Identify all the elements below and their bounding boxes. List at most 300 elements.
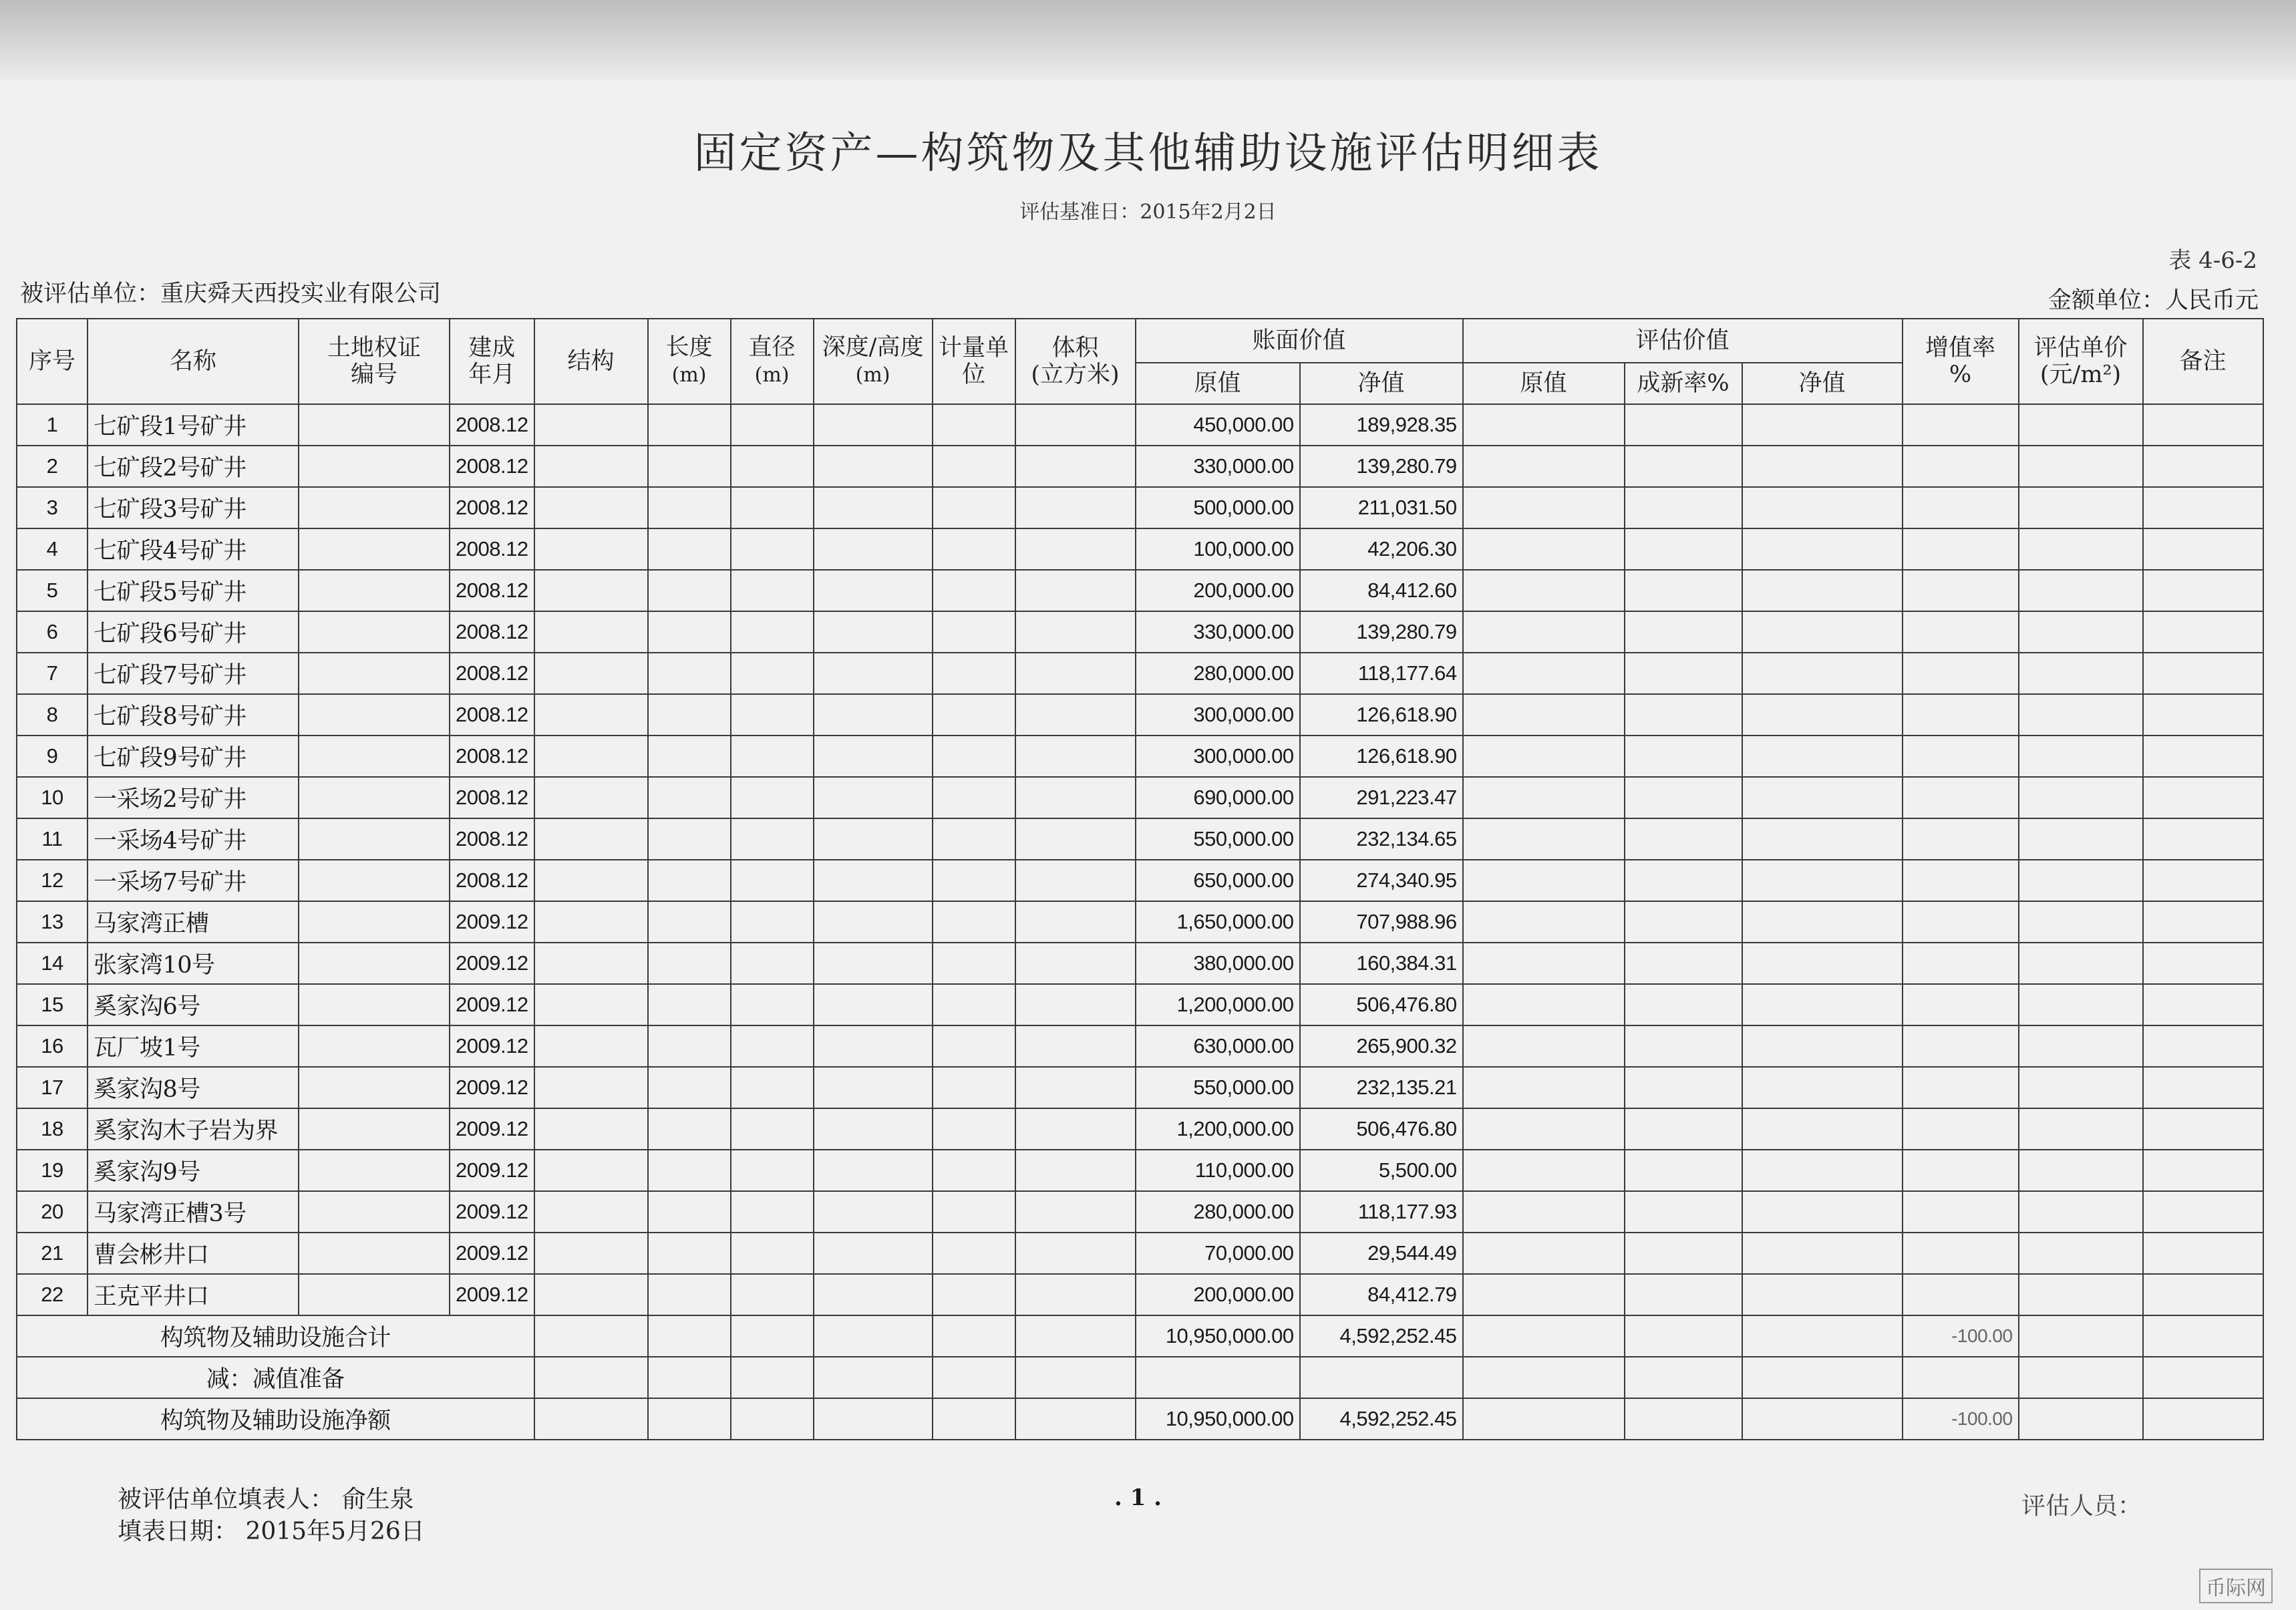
row-unit: [933, 528, 1015, 570]
row-no: 13: [17, 901, 88, 943]
row-book-orig: 550,000.00: [1136, 1067, 1300, 1108]
row-no: 19: [17, 1150, 88, 1191]
row-book-net: 291,223.47: [1300, 777, 1463, 818]
row-built: 2009.12: [450, 1108, 534, 1150]
row-book-net: 84,412.79: [1300, 1274, 1463, 1315]
total-increase-rate: -100.00: [1903, 1315, 2019, 1357]
row-eval-newrate: [1625, 1108, 1742, 1150]
row-unit: [933, 901, 1015, 943]
row-unit: [933, 777, 1015, 818]
row-land-cert: [299, 528, 450, 570]
row-remark: [2143, 570, 2263, 611]
row-remark: [2143, 528, 2263, 570]
row-depth: [814, 818, 933, 860]
row-built: 2008.12: [450, 570, 534, 611]
net-label: 构筑物及辅助设施净额: [17, 1398, 534, 1440]
row-name: 奚家沟6号: [88, 984, 299, 1025]
row-eval-newrate: [1625, 736, 1742, 777]
row-increase-rate: [1903, 487, 2019, 528]
header-name: 名称: [88, 319, 299, 404]
row-length: [648, 528, 731, 570]
table-row: [17, 943, 2263, 984]
row-structure: [534, 404, 648, 446]
table-number: 表 4-6-2: [2168, 247, 2257, 274]
row-volume: [1015, 818, 1136, 860]
row-name: 奚家沟木子岩为界: [88, 1108, 299, 1150]
row-built: 2009.12: [450, 1191, 534, 1233]
asset-detail-table: [16, 318, 2264, 1440]
row-unit-price: [2019, 860, 2143, 901]
row-structure: [534, 818, 648, 860]
row-length: [648, 943, 731, 984]
row-remark: [2143, 446, 2263, 487]
row-increase-rate: [1903, 1108, 2019, 1150]
row-no: 10: [17, 777, 88, 818]
row-no: 5: [17, 570, 88, 611]
preparer: 被评估单位填表人： 俞生泉: [118, 1486, 414, 1513]
row-unit: [933, 1108, 1015, 1150]
row-book-net: 126,618.90: [1300, 694, 1463, 736]
row-length: [648, 984, 731, 1025]
row-no: 11: [17, 818, 88, 860]
row-land-cert: [299, 1150, 450, 1191]
table-row: [17, 1150, 2263, 1191]
row-built: 2009.12: [450, 943, 534, 984]
header-unit-price: 评估单价 (元/m²): [2019, 319, 2143, 404]
row-land-cert: [299, 736, 450, 777]
row-built: 2009.12: [450, 984, 534, 1025]
row-volume: [1015, 694, 1136, 736]
header-unit: 计量单 位: [933, 319, 1015, 404]
table-row: [17, 487, 2263, 528]
row-eval-orig: [1463, 528, 1625, 570]
table-row: [17, 1067, 2263, 1108]
row-increase-rate: [1903, 611, 2019, 653]
header-no: 序号: [17, 319, 88, 404]
row-unit: [933, 1274, 1015, 1315]
row-no: 6: [17, 611, 88, 653]
row-eval-net: [1742, 1191, 1903, 1233]
row-length: [648, 404, 731, 446]
table-row: [17, 818, 2263, 860]
table-row: [17, 611, 2263, 653]
row-eval-net: [1742, 736, 1903, 777]
row-book-net: 118,177.93: [1300, 1191, 1463, 1233]
row-eval-net: [1742, 1150, 1903, 1191]
page-number: . 1 .: [1114, 1484, 1162, 1511]
row-unit-price: [2019, 1150, 2143, 1191]
row-eval-net: [1742, 1067, 1903, 1108]
row-eval-newrate: [1625, 611, 1742, 653]
row-increase-rate: [1903, 818, 2019, 860]
row-land-cert: [299, 984, 450, 1025]
row-diameter: [731, 1274, 814, 1315]
row-book-orig: 1,650,000.00: [1136, 901, 1300, 943]
row-structure: [534, 694, 648, 736]
table-row: [17, 404, 2263, 446]
row-diameter: [731, 1025, 814, 1067]
row-built: 2008.12: [450, 860, 534, 901]
row-no: 18: [17, 1108, 88, 1150]
row-built: 2008.12: [450, 818, 534, 860]
row-depth: [814, 736, 933, 777]
row-eval-net: [1742, 446, 1903, 487]
row-depth: [814, 446, 933, 487]
row-eval-net: [1742, 1025, 1903, 1067]
net-book-net: 4,592,252.45: [1300, 1398, 1463, 1440]
row-book-orig: 450,000.00: [1136, 404, 1300, 446]
row-book-orig: 70,000.00: [1136, 1233, 1300, 1274]
row-length: [648, 1067, 731, 1108]
row-eval-newrate: [1625, 528, 1742, 570]
row-book-net: 232,134.65: [1300, 818, 1463, 860]
row-unit: [933, 653, 1015, 694]
row-name: 七矿段7号矿井: [88, 653, 299, 694]
row-unit: [933, 1067, 1015, 1108]
row-eval-newrate: [1625, 694, 1742, 736]
row-depth: [814, 1025, 933, 1067]
row-name: 张家湾10号: [88, 943, 299, 984]
row-remark: [2143, 1191, 2263, 1233]
row-no: 9: [17, 736, 88, 777]
row-unit: [933, 1025, 1015, 1067]
row-name: 马家湾正槽: [88, 901, 299, 943]
row-remark: [2143, 1150, 2263, 1191]
row-book-orig: 1,200,000.00: [1136, 1108, 1300, 1150]
row-diameter: [731, 404, 814, 446]
row-length: [648, 1233, 731, 1274]
row-eval-newrate: [1625, 1274, 1742, 1315]
net-row: [17, 1398, 2263, 1440]
row-unit: [933, 404, 1015, 446]
row-eval-net: [1742, 984, 1903, 1025]
row-name: 七矿段5号矿井: [88, 570, 299, 611]
row-eval-net: [1742, 694, 1903, 736]
row-depth: [814, 611, 933, 653]
row-length: [648, 446, 731, 487]
row-length: [648, 653, 731, 694]
row-unit-price: [2019, 446, 2143, 487]
row-land-cert: [299, 694, 450, 736]
row-structure: [534, 1025, 648, 1067]
row-name: 奚家沟8号: [88, 1067, 299, 1108]
row-book-orig: 1,200,000.00: [1136, 984, 1300, 1025]
row-name: 曹会彬井口: [88, 1233, 299, 1274]
row-remark: [2143, 487, 2263, 528]
row-remark: [2143, 1274, 2263, 1315]
row-book-orig: 500,000.00: [1136, 487, 1300, 528]
row-built: 2009.12: [450, 1025, 534, 1067]
header-book-orig: 原值: [1136, 363, 1300, 404]
row-built: 2008.12: [450, 736, 534, 777]
row-remark: [2143, 860, 2263, 901]
header-diameter: 直径 (m): [731, 319, 814, 404]
row-volume: [1015, 653, 1136, 694]
row-length: [648, 694, 731, 736]
row-diameter: [731, 1191, 814, 1233]
row-structure: [534, 653, 648, 694]
row-book-net: 232,135.21: [1300, 1067, 1463, 1108]
row-volume: [1015, 1108, 1136, 1150]
row-built: 2008.12: [450, 446, 534, 487]
row-book-net: 84,412.60: [1300, 570, 1463, 611]
row-built: 2008.12: [450, 487, 534, 528]
watermark-stamp: 币际网: [2199, 1569, 2273, 1603]
row-eval-newrate: [1625, 818, 1742, 860]
row-increase-rate: [1903, 901, 2019, 943]
header-volume: 体积 (立方米): [1015, 319, 1136, 404]
row-eval-orig: [1463, 694, 1625, 736]
row-eval-orig: [1463, 446, 1625, 487]
row-remark: [2143, 984, 2263, 1025]
row-eval-newrate: [1625, 653, 1742, 694]
row-unit: [933, 1191, 1015, 1233]
row-unit: [933, 487, 1015, 528]
row-name: 七矿段8号矿井: [88, 694, 299, 736]
row-eval-orig: [1463, 1025, 1625, 1067]
row-eval-newrate: [1625, 1150, 1742, 1191]
row-depth: [814, 860, 933, 901]
row-unit-price: [2019, 1233, 2143, 1274]
row-unit: [933, 943, 1015, 984]
row-diameter: [731, 818, 814, 860]
row-volume: [1015, 943, 1136, 984]
row-depth: [814, 528, 933, 570]
row-eval-newrate: [1625, 570, 1742, 611]
row-unit: [933, 1150, 1015, 1191]
row-volume: [1015, 1191, 1136, 1233]
row-book-net: 42,206.30: [1300, 528, 1463, 570]
table-row: [17, 653, 2263, 694]
row-book-net: 139,280.79: [1300, 611, 1463, 653]
row-book-orig: 280,000.00: [1136, 653, 1300, 694]
row-increase-rate: [1903, 404, 2019, 446]
impairment-label: 减：减值准备: [17, 1357, 534, 1398]
valuation-date: 评估基准日：2015年2月2日: [1019, 200, 1277, 224]
row-structure: [534, 528, 648, 570]
header-land-cert: 土地权证 编号: [299, 319, 450, 404]
evaluated-entity: 被评估单位：重庆舜天西投实业有限公司: [20, 281, 442, 307]
row-remark: [2143, 736, 2263, 777]
table-row: [17, 1274, 2263, 1315]
row-book-net: 126,618.90: [1300, 736, 1463, 777]
table-row: [17, 901, 2263, 943]
row-structure: [534, 611, 648, 653]
row-name: 七矿段3号矿井: [88, 487, 299, 528]
table-row: [17, 860, 2263, 901]
row-volume: [1015, 736, 1136, 777]
row-unit-price: [2019, 1191, 2143, 1233]
row-unit-price: [2019, 487, 2143, 528]
row-land-cert: [299, 901, 450, 943]
row-length: [648, 1150, 731, 1191]
row-volume: [1015, 528, 1136, 570]
header-book-net: 净值: [1300, 363, 1463, 404]
row-structure: [534, 984, 648, 1025]
row-eval-net: [1742, 570, 1903, 611]
row-eval-newrate: [1625, 1191, 1742, 1233]
appraiser-label: 评估人员：: [2021, 1492, 2142, 1520]
row-eval-newrate: [1625, 860, 1742, 901]
row-eval-net: [1742, 1108, 1903, 1150]
row-volume: [1015, 446, 1136, 487]
row-no: 7: [17, 653, 88, 694]
row-built: 2008.12: [450, 528, 534, 570]
row-remark: [2143, 611, 2263, 653]
row-book-orig: 100,000.00: [1136, 528, 1300, 570]
row-increase-rate: [1903, 1150, 2019, 1191]
row-eval-newrate: [1625, 1025, 1742, 1067]
row-unit: [933, 694, 1015, 736]
row-length: [648, 777, 731, 818]
row-book-orig: 330,000.00: [1136, 446, 1300, 487]
row-no: 3: [17, 487, 88, 528]
row-book-net: 160,384.31: [1300, 943, 1463, 984]
row-book-orig: 200,000.00: [1136, 570, 1300, 611]
row-unit: [933, 611, 1015, 653]
row-length: [648, 1274, 731, 1315]
row-book-net: 506,476.80: [1300, 1108, 1463, 1150]
row-increase-rate: [1903, 984, 2019, 1025]
row-eval-orig: [1463, 487, 1625, 528]
row-diameter: [731, 1108, 814, 1150]
row-book-orig: 200,000.00: [1136, 1274, 1300, 1315]
row-structure: [534, 570, 648, 611]
row-diameter: [731, 487, 814, 528]
header-depth: 深度/高度 (m): [814, 319, 933, 404]
row-increase-rate: [1903, 528, 2019, 570]
row-built: 2008.12: [450, 777, 534, 818]
row-name: 七矿段6号矿井: [88, 611, 299, 653]
row-land-cert: [299, 446, 450, 487]
row-volume: [1015, 901, 1136, 943]
row-depth: [814, 1191, 933, 1233]
row-book-orig: 300,000.00: [1136, 736, 1300, 777]
row-land-cert: [299, 1067, 450, 1108]
row-unit: [933, 1233, 1015, 1274]
row-diameter: [731, 901, 814, 943]
row-land-cert: [299, 777, 450, 818]
row-increase-rate: [1903, 446, 2019, 487]
row-name: 七矿段1号矿井: [88, 404, 299, 446]
row-eval-orig: [1463, 1233, 1625, 1274]
row-structure: [534, 1274, 648, 1315]
row-volume: [1015, 777, 1136, 818]
row-land-cert: [299, 404, 450, 446]
row-remark: [2143, 1067, 2263, 1108]
row-book-net: 189,928.35: [1300, 404, 1463, 446]
row-depth: [814, 984, 933, 1025]
row-diameter: [731, 446, 814, 487]
row-depth: [814, 1150, 933, 1191]
row-eval-orig: [1463, 1108, 1625, 1150]
row-unit-price: [2019, 570, 2143, 611]
row-remark: [2143, 1025, 2263, 1067]
row-increase-rate: [1903, 653, 2019, 694]
row-structure: [534, 901, 648, 943]
row-eval-orig: [1463, 1150, 1625, 1191]
row-land-cert: [299, 1025, 450, 1067]
impairment-row: [17, 1357, 2263, 1398]
row-name: 一采场4号矿井: [88, 818, 299, 860]
row-volume: [1015, 570, 1136, 611]
row-land-cert: [299, 818, 450, 860]
row-eval-orig: [1463, 736, 1625, 777]
row-book-net: 5,500.00: [1300, 1150, 1463, 1191]
row-remark: [2143, 404, 2263, 446]
row-structure: [534, 1233, 648, 1274]
row-diameter: [731, 528, 814, 570]
total-row: [17, 1315, 2263, 1357]
row-eval-orig: [1463, 777, 1625, 818]
row-name: 瓦厂坡1号: [88, 1025, 299, 1067]
row-length: [648, 1025, 731, 1067]
row-remark: [2143, 901, 2263, 943]
row-increase-rate: [1903, 1233, 2019, 1274]
row-book-net: 506,476.80: [1300, 984, 1463, 1025]
row-book-net: 139,280.79: [1300, 446, 1463, 487]
row-land-cert: [299, 570, 450, 611]
row-book-orig: 330,000.00: [1136, 611, 1300, 653]
table-row: [17, 694, 2263, 736]
row-unit-price: [2019, 528, 2143, 570]
row-depth: [814, 777, 933, 818]
table-row: [17, 528, 2263, 570]
row-eval-net: [1742, 901, 1903, 943]
header-structure: 结构: [534, 319, 648, 404]
row-increase-rate: [1903, 1067, 2019, 1108]
row-depth: [814, 694, 933, 736]
row-structure: [534, 860, 648, 901]
row-unit: [933, 446, 1015, 487]
row-name: 七矿段9号矿井: [88, 736, 299, 777]
row-unit: [933, 984, 1015, 1025]
table-row: [17, 446, 2263, 487]
row-name: 奚家沟9号: [88, 1150, 299, 1191]
row-depth: [814, 1274, 933, 1315]
row-length: [648, 736, 731, 777]
table-row: [17, 984, 2263, 1025]
row-length: [648, 860, 731, 901]
row-volume: [1015, 611, 1136, 653]
row-eval-net: [1742, 528, 1903, 570]
row-no: 2: [17, 446, 88, 487]
row-no: 4: [17, 528, 88, 570]
row-diameter: [731, 943, 814, 984]
row-volume: [1015, 1067, 1136, 1108]
row-eval-newrate: [1625, 487, 1742, 528]
row-unit: [933, 818, 1015, 860]
row-remark: [2143, 943, 2263, 984]
row-eval-orig: [1463, 611, 1625, 653]
row-eval-orig: [1463, 943, 1625, 984]
net-increase-rate: -100.00: [1903, 1398, 2019, 1440]
row-diameter: [731, 736, 814, 777]
row-diameter: [731, 1233, 814, 1274]
row-volume: [1015, 860, 1136, 901]
fill-date: 填表日期： 2015年5月26日: [118, 1518, 425, 1545]
row-name: 七矿段2号矿井: [88, 446, 299, 487]
row-diameter: [731, 984, 814, 1025]
row-land-cert: [299, 1233, 450, 1274]
row-eval-orig: [1463, 1067, 1625, 1108]
header-length: 长度 (m): [648, 319, 731, 404]
total-book-orig: 10,950,000.00: [1136, 1315, 1300, 1357]
row-increase-rate: [1903, 570, 2019, 611]
row-no: 8: [17, 694, 88, 736]
row-eval-newrate: [1625, 901, 1742, 943]
row-eval-net: [1742, 1274, 1903, 1315]
